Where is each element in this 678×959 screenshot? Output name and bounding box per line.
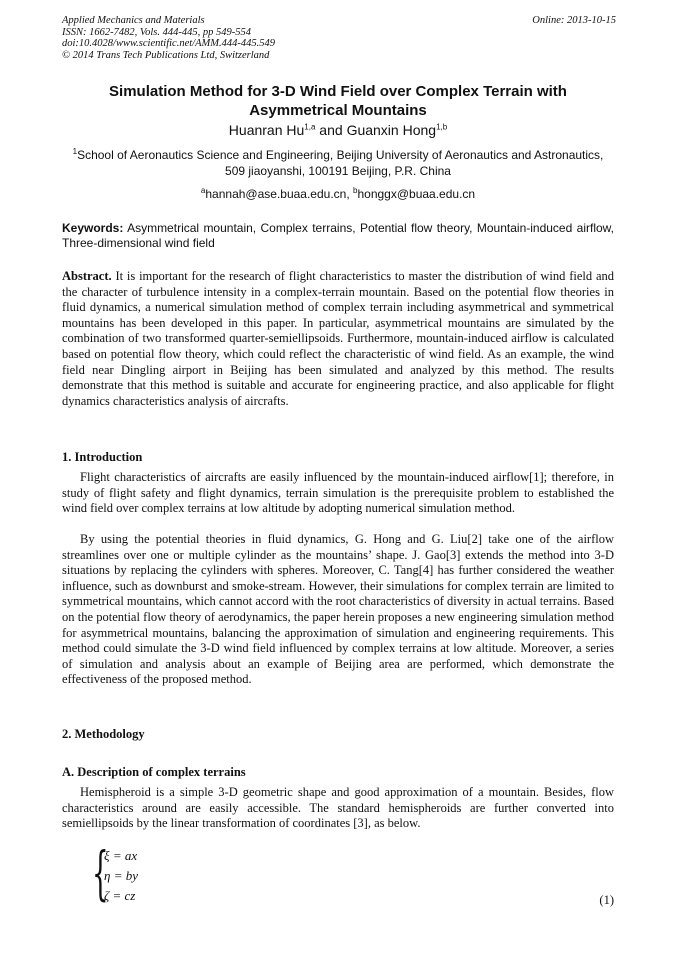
- author-1: Huanran Hu: [228, 122, 305, 138]
- email-b-marker: b: [353, 186, 358, 195]
- intro-paragraph-2: By using the potential theories in fluid dynamics, G. Hong and G. Liu[2] take one of the airflow streamlines over one or multiple cylinder as the mountains’ shape. J. Gao[3] extends the method into 3-D situations by replacing the cylinders with spheres. Moreover, C. Tang[4] has further considered the weather influence, such as downburst and smoke-stream. However, their simulations for complex terrain are limited to symmetrical mountains, which cannot accord with the root characteristics of diversity in actual terrains. Based on the potential flow theory of aerodynamics, the paper herein proposes a new engineering simulation method for asymmetrical mountains, balancing the approximation of simulation and engineering requirements. This method could simulate the 3-D wind field influenced by complex terrains at low altitude. Moreover, a series of simulation and analysis about an example of Beijing area are performed, which demonstrate the effectiveness of the proposed method.: [62, 532, 614, 687]
- abstract-text: It is important for the research of flight characteristics to master the distribution of wind field and the character of turbulence intensity in a complex-terrain mountain. Based on the potential flow theories in fluid dynamics, a numerical simulation method of complex terrain including asymmetrical and symmetrical mountains has been developed in this paper. In particular, asymmetrical mountains are simulated by the combination of two transformed quarter-semiellipsoids. Furthermore, mountain-induced airflow is calculated based on potential flow theory, which could reflect the characteristic of wind field. As an example, the wind field near Dingling airport in Beijing has been simulated and analyzed by this method. The results demonstrate that this method is suitable and accurate for engineering practice, and also applicable for flight dynamics characteristics analysis of aircrafts.: [62, 269, 614, 408]
- method-paragraph-1: Hemispheroid is a simple 3-D geometric shape and good approximation of a mountain. Besides, flow characteristics around are easily accessible. The standard hemispheroids are further converted into semiellipsoids by the linear transformation of coordinates [3], as below.: [62, 785, 614, 831]
- author-2: Guanxin Hong: [346, 122, 437, 138]
- author-line: [62, 121, 614, 139]
- section-heading-methodology: 2. Methodology: [62, 727, 145, 741]
- equation-1: [92, 839, 212, 908]
- keywords: [62, 221, 614, 251]
- issn-line: ISSN: 1662-7482, Vols. 444-445, pp 549-554: [62, 26, 251, 38]
- paper-title: Simulation Method for 3-D Wind Field over Complex Terrain with Asymmetrical Mountains: [109, 83, 567, 119]
- abstract: [62, 269, 614, 409]
- online-date: Online: 2013-10-15: [532, 15, 616, 26]
- equation-number: (1): [599, 893, 614, 907]
- journal-header: [62, 15, 275, 61]
- author-2-affil: 1,b: [436, 122, 448, 132]
- affiliation: [62, 147, 614, 179]
- author-conjunction: and: [315, 122, 347, 138]
- equation-brace: {: [92, 839, 109, 907]
- intro-paragraph-1: Flight characteristics of aircrafts are easily influenced by the mountain-induced airflow[1]; therefore, in study of flight safety and flight dynamics, terrain simulation is the prerequisite problem to established the wind field over complex terrains at low altitude by adopting numerical simulation method.: [62, 470, 614, 516]
- doi-line: doi:10.4028/www.scientific.net/AMM.444-445.549: [62, 38, 275, 49]
- equation-line-zeta: ζ = cz: [104, 888, 136, 903]
- equation-line-eta: η = by: [104, 868, 138, 883]
- abstract-label: Abstract.: [62, 269, 112, 283]
- affiliation-text: School of Aeronautics Science and Engineering, Beijing University of Aeronautics and Astronautics, 509 jiaoyanshi, 100191 Beijing, P.R. China: [77, 148, 604, 178]
- journal-name: Applied Mechanics and Materials: [62, 15, 205, 26]
- email-line: $^a$hannah@ase.buaa.edu.cn, $^b$honggx@buaa.edu.cn: [200, 186, 476, 201]
- email-a-marker: a: [200, 186, 206, 195]
- section-heading-introduction: 1. Introduction: [62, 450, 143, 464]
- keywords-text: Asymmetrical mountain, Complex terrains, Potential flow theory, Mountain-induced airflow, Three-dimensional wind field: [62, 221, 614, 250]
- subsection-heading-complex-terrains: A. Description of complex terrains: [62, 765, 246, 779]
- keywords-label: Keywords:: [62, 221, 124, 235]
- copyright-line: © 2014 Trans Tech Publications Ltd, Switzerland: [62, 49, 270, 61]
- equation-line-xi: ξ = ax: [104, 848, 138, 863]
- author-1-affil: 1,a: [304, 122, 316, 132]
- email-b: honggx@buaa.edu.cn: [357, 187, 476, 201]
- email-a: hannah@ase.buaa.edu.cn: [205, 187, 347, 201]
- affiliation-marker: 1: [72, 147, 78, 156]
